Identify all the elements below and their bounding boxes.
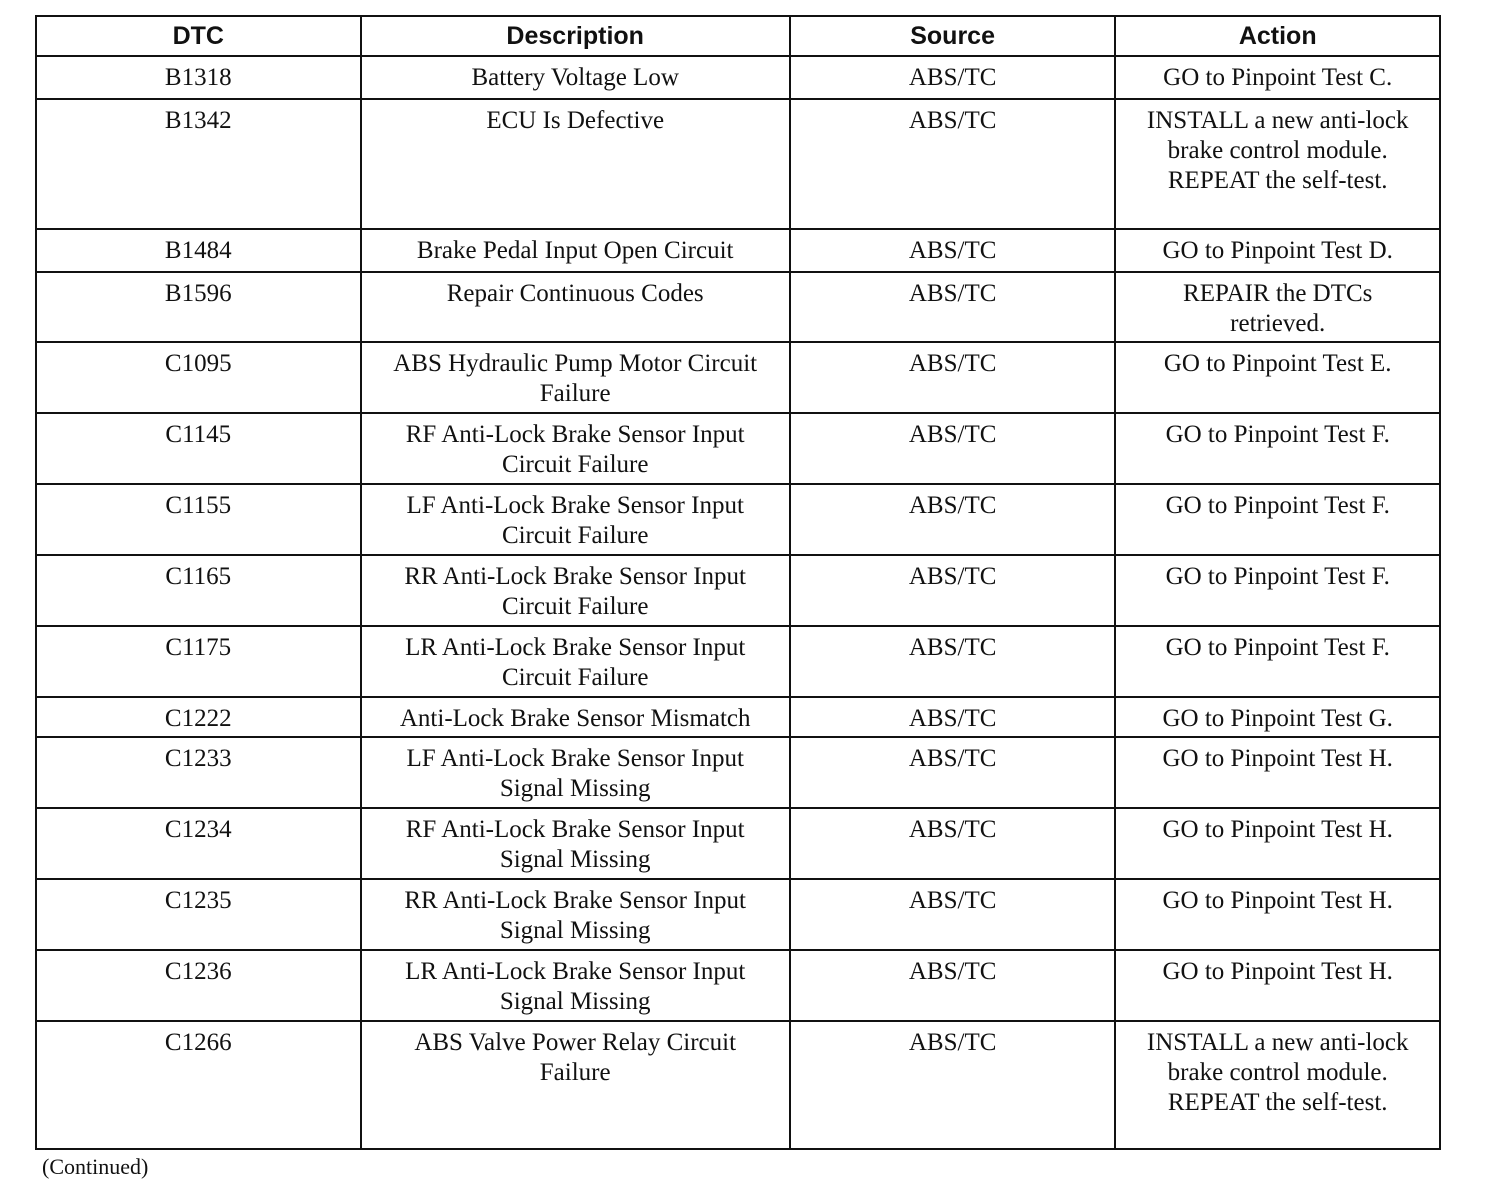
cell-source: ABS/TC [790,697,1116,737]
cell-action: GO to Pinpoint Test C. [1115,56,1440,99]
continued-note: (Continued) [42,1154,149,1179]
cell-description: RR Anti-Lock Brake Sensor Input Circuit Failure [361,555,790,626]
cell-dtc: B1484 [36,229,361,272]
cell-description: RF Anti-Lock Brake Sensor Input Circuit Failure [361,413,790,484]
cell-dtc: C1175 [36,626,361,697]
cell-action: GO to Pinpoint Test F. [1115,626,1440,697]
table-row [36,56,1440,99]
cell-source: ABS/TC [790,950,1116,1021]
cell-description: ABS Valve Power Relay Circuit Failure [361,1021,790,1149]
header-description: Description [361,16,790,56]
cell-description: Repair Continuous Codes [361,272,790,342]
cell-dtc: C1235 [36,879,361,950]
cell-dtc: B1596 [36,272,361,342]
cell-dtc: C1145 [36,413,361,484]
cell-action: GO to Pinpoint Test H. [1115,808,1440,879]
table-row [36,1021,1440,1149]
cell-action: GO to Pinpoint Test F. [1115,484,1440,555]
table-row [36,879,1440,950]
cell-description: LR Anti-Lock Brake Sensor Input Circuit Failure [361,626,790,697]
header-action: Action [1115,16,1440,56]
cell-source: ABS/TC [790,484,1116,555]
cell-source: ABS/TC [790,229,1116,272]
cell-description: RR Anti-Lock Brake Sensor Input Signal Missing [361,879,790,950]
cell-source: ABS/TC [790,99,1116,229]
cell-dtc: C1155 [36,484,361,555]
table-row [36,484,1440,555]
cell-description: Battery Voltage Low [361,56,790,99]
cell-action: REPAIR the DTCs retrieved. [1115,272,1440,342]
table-row [36,697,1440,737]
cell-description: LF Anti-Lock Brake Sensor Input Circuit Failure [361,484,790,555]
cell-action: GO to Pinpoint Test E. [1115,342,1440,413]
cell-action: INSTALL a new anti-lock brake control module. REPEAT the self-test. [1115,99,1440,229]
table-row [36,737,1440,808]
cell-dtc: C1236 [36,950,361,1021]
cell-description: LF Anti-Lock Brake Sensor Input Signal Missing [361,737,790,808]
cell-dtc: C1266 [36,1021,361,1149]
cell-source: ABS/TC [790,342,1116,413]
cell-dtc: C1233 [36,737,361,808]
cell-description: RF Anti-Lock Brake Sensor Input Signal Missing [361,808,790,879]
table-row [36,808,1440,879]
cell-action: GO to Pinpoint Test D. [1115,229,1440,272]
cell-dtc: C1222 [36,697,361,737]
cell-description: ECU Is Defective [361,99,790,229]
cell-action: GO to Pinpoint Test H. [1115,950,1440,1021]
cell-description: ABS Hydraulic Pump Motor Circuit Failure [361,342,790,413]
cell-source: ABS/TC [790,737,1116,808]
cell-description: Anti-Lock Brake Sensor Mismatch [361,697,790,737]
cell-description: LR Anti-Lock Brake Sensor Input Signal Missing [361,950,790,1021]
cell-action: GO to Pinpoint Test F. [1115,413,1440,484]
cell-dtc: C1095 [36,342,361,413]
table-header-row [36,16,1440,56]
cell-dtc: C1234 [36,808,361,879]
cell-dtc: B1342 [36,99,361,229]
header-dtc: DTC [36,16,361,56]
table-row [36,950,1440,1021]
table-row [36,342,1440,413]
table-row [36,229,1440,272]
cell-source: ABS/TC [790,879,1116,950]
cell-action: GO to Pinpoint Test F. [1115,555,1440,626]
cell-source: ABS/TC [790,808,1116,879]
dtc-table [35,15,1441,1150]
cell-source: ABS/TC [790,626,1116,697]
table-row [36,555,1440,626]
cell-source: ABS/TC [790,413,1116,484]
cell-dtc: C1165 [36,555,361,626]
table-row [36,99,1440,229]
cell-source: ABS/TC [790,555,1116,626]
cell-dtc: B1318 [36,56,361,99]
table-body [36,56,1440,1149]
cell-action: GO to Pinpoint Test H. [1115,737,1440,808]
table-row [36,626,1440,697]
cell-action: GO to Pinpoint Test H. [1115,879,1440,950]
cell-action: INSTALL a new anti-lock brake control module. REPEAT the self-test. [1115,1021,1440,1149]
table-row [36,272,1440,342]
cell-description: Brake Pedal Input Open Circuit [361,229,790,272]
cell-action: GO to Pinpoint Test G. [1115,697,1440,737]
cell-source: ABS/TC [790,272,1116,342]
cell-source: ABS/TC [790,1021,1116,1149]
header-source: Source [790,16,1116,56]
table-row [36,413,1440,484]
cell-source: ABS/TC [790,56,1116,99]
